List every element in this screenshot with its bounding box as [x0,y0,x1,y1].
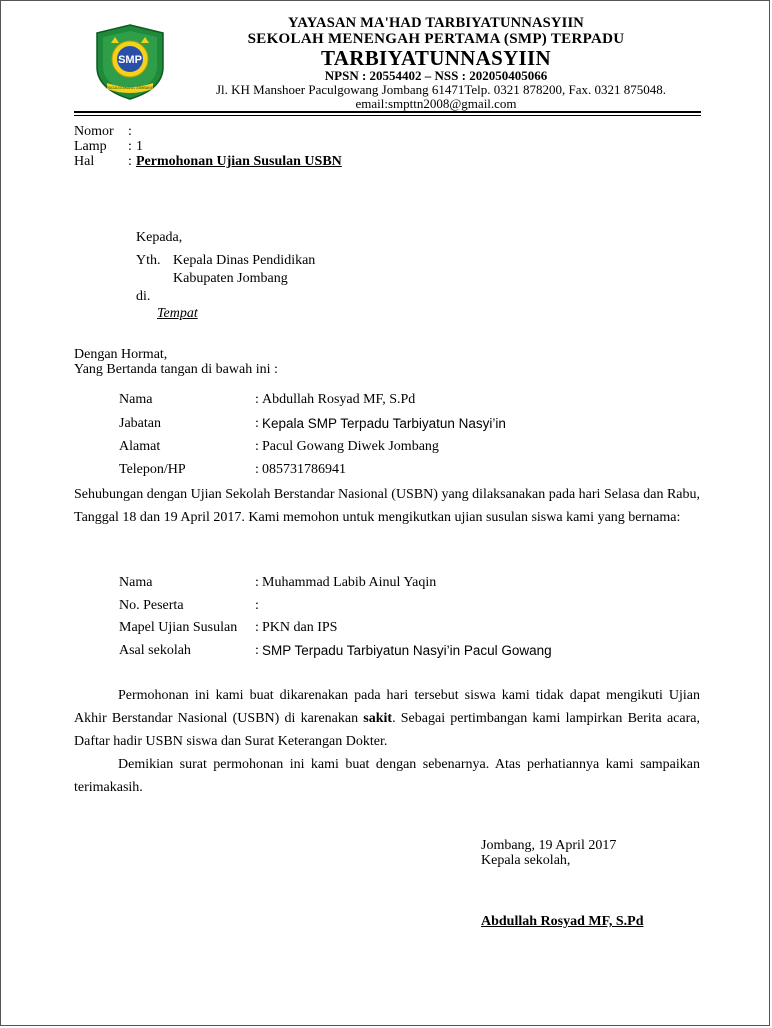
student-sekolah-label: Asal sekolah [119,643,191,658]
signer-jabatan-value: Kepala SMP Terpadu Tarbiyatun Nasyi’in [262,416,506,431]
student-peserta-colon: : [255,598,259,613]
paragraph-closing: Demikian surat permohonan ini kami buat dengan sebenarnya. Atas perhatiannya kami sampaikan terimakasih. [74,757,700,795]
reason-bold-word: sakit [363,711,393,726]
student-mapel-colon: : [255,620,259,635]
address-line2: Kabupaten Jombang [173,271,288,286]
student-name-colon: : [255,575,259,590]
student-sekolah-colon: : [255,643,259,658]
signature-position: Kepala sekolah, [481,853,571,868]
nomor-colon: : [128,124,132,139]
signer-jabatan-label: Jabatan [119,416,161,431]
lamp-label: Lamp [74,139,107,154]
header-divider-thin [74,115,701,116]
paragraph-usbn: Sehubungan dengan Ujian Sekolah Berstandar Nasional (USBN) yang dilaksanakan pada hari Selasa dan Rabu, Tanggal 18 dan 19 April 2017. Kami memohon untuk mengikutkan ujian susulan siswa kami yang bernama: [74,487,700,525]
header-divider-thick [74,111,701,113]
hal-colon: : [128,154,132,169]
header-school-type: SEKOLAH MENENGAH PERTAMA (SMP) TERPADU [247,31,625,47]
header-email: email:smpttn2008@gmail.com [355,96,517,111]
reason-text-before: Permohonan ini kami buat dikarenakan pada hari tersebut siswa kami tidak dapat mengikuti Ujian Akhir Berstandar Nasional (USBN) di karenakan [74,688,700,726]
address-line1: Kepala Dinas Pendidikan [173,253,316,268]
student-sekolah-value: SMP Terpadu Tarbiyatun Nasyi’in Pacul Gowang [262,643,552,658]
greeting-intro: Yang Bertanda tangan di bawah ini : [74,362,278,377]
lamp-value: 1 [136,139,143,154]
student-peserta-label: No. Peserta [119,598,184,613]
school-logo [93,23,167,101]
signer-alamat-value: Pacul Gowang Diwek Jombang [262,439,439,454]
signer-name-label: Nama [119,392,153,407]
signature-name: Abdullah Rosyad MF, S.Pd [481,914,644,929]
address-kepada: Kepada, [136,230,183,245]
signer-telepon-label: Telepon/HP [119,462,186,477]
signer-telepon-value: 085731786941 [262,462,346,477]
logo-bottom-text: PACULGOWANG JOMBANG [106,86,154,90]
address-yth: Yth. [136,253,161,268]
address-tempat: Tempat [157,306,198,321]
signer-jabatan-colon: : [255,416,259,431]
student-mapel-label: Mapel Ujian Susulan [119,620,238,635]
header-school-name: TARBIYATUNNASYIIN [321,46,551,70]
greeting-hormat: Dengan Hormat, [74,347,168,362]
student-name-value: Muhammad Labib Ainul Yaqin [262,575,437,590]
hal-value: Permohonan Ujian Susulan USBN [136,154,342,169]
header-foundation: YAYASAN MA'HAD TARBIYATUNNASYIIN [288,15,584,31]
header-address: Jl. KH Manshoer Paculgowang Jombang 61471Telp. 0321 878200, Fax. 0321 875048. [215,82,667,97]
reason-text-after: . Sebagai pertimbangan kami lampirkan Berita acara, Daftar hadir USBN siswa dan Surat Keterangan Dokter. [74,711,700,749]
student-mapel-value: PKN dan IPS [262,620,338,635]
nomor-label: Nomor [74,124,114,139]
paragraph-reason [74,684,700,753]
signer-name-colon: : [255,392,259,407]
hal-label: Hal [74,154,95,169]
address-di: di. [136,289,151,304]
signer-alamat-colon: : [255,439,259,454]
student-name-label: Nama [119,575,153,590]
lamp-colon: : [128,139,132,154]
signer-name-value: Abdullah Rosyad MF, S.Pd [262,392,416,407]
logo-text: SMP [118,54,142,66]
signature-place-date: Jombang, 19 April 2017 [481,838,617,853]
signer-telepon-colon: : [255,462,259,477]
signer-alamat-label: Alamat [119,439,161,454]
header-npsn: NPSN : 20554402 – NSS : 202050405066 [324,68,548,83]
